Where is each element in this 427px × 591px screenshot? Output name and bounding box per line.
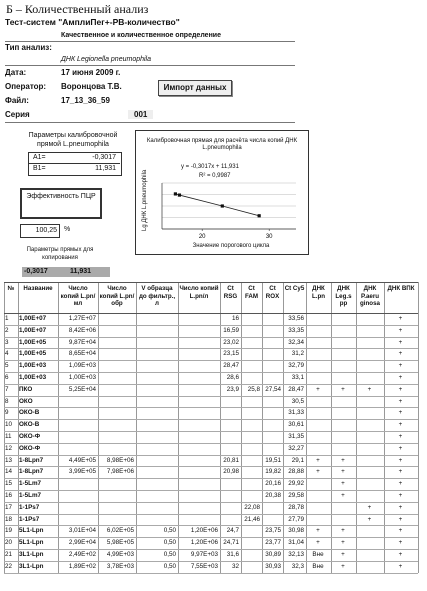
table-cell: 9,87E+04 bbox=[68, 338, 96, 346]
table-cell: + bbox=[398, 362, 403, 370]
table-cell: 23,75 bbox=[265, 527, 281, 535]
table-cell: 30,93 bbox=[265, 562, 281, 570]
table-cell: 33,56 bbox=[288, 315, 304, 322]
chart-x-tick-label: 30 bbox=[265, 234, 273, 240]
table-cell: 32,34 bbox=[288, 338, 304, 346]
table-cell: 8,42E+06 bbox=[68, 326, 96, 334]
efficiency-value: 100,25 bbox=[20, 224, 60, 238]
table-cell: 3,99E+05 bbox=[68, 468, 96, 476]
table-cell: + bbox=[398, 444, 403, 452]
operator-label: Оператор: bbox=[5, 82, 47, 91]
table-cell: 1-5Lm7 bbox=[19, 492, 42, 499]
table-cell: 28,88 bbox=[288, 468, 304, 476]
table-cell: + bbox=[398, 338, 403, 346]
table-cell: 23,9 bbox=[226, 385, 239, 393]
table-cell: 5L1-Lpn bbox=[19, 527, 44, 535]
row-number: 14 bbox=[5, 468, 13, 476]
table-header-cell: Ct FAM bbox=[244, 285, 259, 300]
file-value: 17_13_36_59 bbox=[61, 96, 110, 105]
date-value: 17 июня 2009 г. bbox=[61, 68, 121, 77]
analysis-type-label: Тип анализ: bbox=[5, 43, 52, 52]
table-cell: 3L1-Lpn bbox=[19, 562, 44, 570]
table-header-cell: Число копий L.pn/обр bbox=[99, 285, 135, 307]
calibration-chart bbox=[135, 130, 309, 255]
import-data-button[interactable]: Импорт данных bbox=[158, 80, 232, 96]
row-number: 21 bbox=[5, 551, 13, 558]
table-cell: 1,00E+03 bbox=[19, 362, 47, 370]
table-cell: + bbox=[398, 480, 403, 488]
table-cell: ОКО bbox=[19, 397, 33, 405]
table-cell: 32,27 bbox=[288, 444, 304, 452]
table-cell: + bbox=[316, 468, 320, 476]
series-value: 001 bbox=[128, 110, 153, 119]
row-number: 18 bbox=[5, 515, 13, 523]
table-cell: + bbox=[341, 385, 345, 393]
row-number: 1 bbox=[5, 315, 9, 322]
table-border-line bbox=[4, 282, 418, 283]
table-cell: 28,47 bbox=[288, 385, 304, 393]
table-header-cell: Число копий L.pn/мл bbox=[60, 285, 96, 307]
table-cell: + bbox=[316, 527, 320, 535]
table-header-cell: ДНК Leg.s pp bbox=[335, 285, 352, 307]
table-cell: 1-1Ps7 bbox=[19, 515, 40, 523]
table-cell: ОКО-Ф bbox=[19, 444, 41, 452]
table-cell: 1,20E+06 bbox=[190, 527, 218, 535]
table-cell: 5,25E+04 bbox=[68, 385, 96, 393]
table-cell: 31,33 bbox=[288, 409, 304, 417]
table-cell: 23,15 bbox=[223, 350, 239, 358]
table-row-line bbox=[4, 490, 418, 491]
sheet-title: Тест-систем "АмплиПег+-РВ-количество" bbox=[5, 17, 180, 27]
table-cell: 16,59 bbox=[223, 326, 239, 334]
table-cell: 28,47 bbox=[223, 362, 239, 370]
table-cell: + bbox=[341, 527, 345, 535]
row-number: 13 bbox=[5, 456, 13, 464]
table-cell: 8,98E+06 bbox=[106, 456, 134, 464]
table-cell: 1,27E+07 bbox=[68, 315, 96, 322]
table-cell: + bbox=[341, 456, 345, 464]
table-cell: 1,00E+05 bbox=[19, 350, 47, 358]
table-cell: 25,8 bbox=[247, 385, 260, 393]
chart-xlabel: Значение порогового цикла bbox=[192, 243, 270, 249]
operator-value: Воронцова Т.В. bbox=[61, 82, 122, 91]
table-cell: 0,50 bbox=[163, 551, 176, 558]
table-cell: 1,00E+05 bbox=[19, 338, 47, 346]
table-cell: 33,1 bbox=[291, 374, 304, 381]
table-row-line bbox=[4, 396, 418, 397]
table-cell: 28,78 bbox=[288, 503, 304, 511]
table-cell: 19,82 bbox=[265, 468, 281, 476]
table-cell: 1-8Lpn7 bbox=[19, 468, 44, 476]
table-cell: + bbox=[398, 456, 403, 464]
table-cell: 23,02 bbox=[223, 338, 239, 346]
a1-label: A1= bbox=[33, 154, 46, 161]
table-row-line bbox=[4, 502, 418, 503]
table-cell: 5,98E+05 bbox=[106, 539, 134, 547]
table-cell: 32,79 bbox=[288, 362, 304, 370]
table-cell: 0,50 bbox=[163, 527, 176, 535]
table-cell: 0,50 bbox=[163, 539, 176, 547]
table-cell: + bbox=[341, 480, 345, 488]
row-number: 4 bbox=[5, 350, 9, 358]
row-number: 10 bbox=[5, 421, 13, 429]
table-cell: Вне bbox=[312, 551, 324, 558]
percent-sign: % bbox=[64, 226, 71, 233]
row-number: 17 bbox=[5, 503, 13, 511]
series-label: Серия bbox=[5, 110, 30, 119]
table-cell: 4,99E+03 bbox=[106, 551, 134, 558]
table-cell: 16 bbox=[231, 315, 239, 322]
table-cell: + bbox=[398, 421, 403, 429]
table-cell: + bbox=[398, 527, 403, 535]
section-heading: Б – Количественный анализ bbox=[6, 2, 149, 16]
table-col-line bbox=[418, 282, 419, 573]
table-row-line bbox=[4, 573, 418, 574]
row-number: 2 bbox=[5, 326, 9, 334]
date-label: Дата: bbox=[5, 68, 27, 77]
table-cell: 2,99E+04 bbox=[68, 539, 96, 547]
table-cell: 32,3 bbox=[291, 562, 304, 570]
table-cell: + bbox=[398, 315, 403, 322]
table-cell: + bbox=[316, 456, 320, 464]
table-cell: 0,50 bbox=[163, 562, 176, 570]
row-number: 5 bbox=[5, 362, 9, 370]
table-cell: + bbox=[367, 385, 372, 393]
table-row-line bbox=[4, 478, 418, 479]
table-cell: Вне bbox=[312, 562, 324, 570]
table-cell: + bbox=[316, 539, 320, 547]
table-cell: + bbox=[398, 515, 403, 523]
table-cell: + bbox=[398, 326, 403, 334]
table-cell: 27,54 bbox=[265, 385, 281, 393]
file-label: Файл: bbox=[5, 96, 29, 105]
row-number: 15 bbox=[5, 480, 13, 488]
table-cell: 30,61 bbox=[288, 421, 304, 429]
table-header-cell: ДНК P.aeru ginosa bbox=[360, 285, 380, 307]
table-cell: + bbox=[398, 539, 403, 547]
table-cell: 4,49E+05 bbox=[68, 456, 96, 464]
chart-x-tick-label: 20 bbox=[198, 234, 206, 240]
table-header-cell: Ct RSG bbox=[223, 285, 238, 300]
table-cell: 20,16 bbox=[265, 480, 281, 488]
chart-series-line bbox=[175, 194, 259, 216]
table-cell: 28,6 bbox=[226, 374, 239, 381]
calibration-title: Параметры калибровочной прямой L.pneumophila bbox=[28, 132, 118, 148]
table-cell: 3L1-Lpn bbox=[19, 551, 44, 558]
table-cell: 8,65E+04 bbox=[68, 350, 96, 358]
table-cell: 33,35 bbox=[288, 326, 304, 334]
table-cell: 21,46 bbox=[244, 515, 260, 523]
b1-value: 11,931 bbox=[95, 165, 116, 172]
table-cell: 1,00E+03 bbox=[68, 374, 96, 381]
table-cell: 30,98 bbox=[288, 527, 304, 535]
table-cell: + bbox=[398, 385, 403, 393]
chart-data-point bbox=[221, 204, 224, 207]
row-number: 11 bbox=[5, 433, 12, 440]
table-cell: 1-8Lpn7 bbox=[19, 456, 44, 464]
table-cell: 1,00E+03 bbox=[19, 374, 47, 381]
row-number: 20 bbox=[5, 539, 13, 547]
table-header-cell: Ct Cy5 bbox=[284, 285, 305, 292]
table-cell: ОКО-В bbox=[19, 421, 40, 429]
table-cell: 24,71 bbox=[223, 539, 239, 547]
row-number: 9 bbox=[5, 409, 9, 417]
table-cell: 31,2 bbox=[291, 350, 304, 358]
row-number: 12 bbox=[5, 444, 13, 452]
table-cell: 3,01E+04 bbox=[68, 527, 96, 535]
chart-data-point bbox=[178, 193, 181, 196]
table-cell: + bbox=[341, 539, 345, 547]
table-row-line bbox=[4, 407, 418, 408]
table-cell: 19,51 bbox=[265, 456, 281, 464]
table-cell: 23,77 bbox=[265, 539, 281, 547]
table-cell: + bbox=[398, 433, 403, 440]
table-header-cell: № bbox=[7, 285, 15, 292]
table-row-line bbox=[4, 443, 418, 444]
table-cell: + bbox=[316, 385, 320, 393]
table-cell: 6,02E+05 bbox=[106, 527, 134, 535]
table-cell: + bbox=[398, 468, 403, 476]
row-number: 19 bbox=[5, 527, 13, 535]
table-cell: 20,81 bbox=[223, 456, 239, 464]
table-cell: 31,6 bbox=[226, 551, 239, 558]
table-cell: 29,58 bbox=[288, 492, 304, 499]
chart-data-point bbox=[258, 214, 261, 217]
table-header-cell: V образца до фильтр., л bbox=[138, 285, 176, 307]
table-header-cell: ДНК ВПК bbox=[387, 285, 415, 292]
table-cell: + bbox=[341, 551, 345, 558]
table-cell: 1,20E+06 bbox=[190, 539, 218, 547]
copy-a-value: -0,3017 bbox=[24, 268, 48, 275]
table-cell: ОКО-Ф bbox=[19, 433, 41, 440]
table-cell: ПКО bbox=[19, 385, 33, 393]
table-cell: + bbox=[341, 492, 345, 499]
table-cell: 30,89 bbox=[265, 551, 281, 558]
chart-plot bbox=[136, 131, 308, 254]
table-cell: 29,1 bbox=[291, 456, 304, 464]
copy-params-label: Параметры прямых для копирования bbox=[26, 247, 94, 261]
table-cell: 1,00E+07 bbox=[19, 315, 47, 322]
table-cell: 20,38 bbox=[265, 492, 281, 499]
efficiency-label: Эффективность ПЦР bbox=[20, 188, 102, 219]
table-cell: 20,98 bbox=[223, 468, 239, 476]
analysis-type-value: ДНК Legionella pneumophila bbox=[61, 56, 152, 63]
table-cell: 3,78E+03 bbox=[106, 562, 134, 570]
table-cell: 31,35 bbox=[288, 433, 304, 440]
table-cell: + bbox=[398, 551, 403, 558]
table-cell: 1,00E+07 bbox=[19, 326, 47, 334]
table-cell: ОКО-В bbox=[19, 409, 40, 417]
row-number: 8 bbox=[5, 397, 9, 405]
row-number: 7 bbox=[5, 385, 9, 393]
table-cell: + bbox=[398, 492, 403, 499]
table-cell: + bbox=[398, 350, 403, 358]
table-row-line bbox=[4, 514, 418, 515]
table-cell: + bbox=[341, 468, 345, 476]
chart-data-point bbox=[174, 192, 177, 195]
row-number: 6 bbox=[5, 374, 9, 381]
row-number: 3 bbox=[5, 338, 9, 346]
a1-value: -0,3017 bbox=[92, 154, 116, 161]
table-cell: + bbox=[398, 409, 403, 417]
table-header-cell: ДНК L.pn bbox=[311, 285, 326, 300]
table-cell: + bbox=[341, 562, 345, 570]
sheet-subtitle: Качественное и количественное определение bbox=[61, 32, 221, 39]
table-cell: 5L1-Lpn bbox=[19, 539, 44, 547]
table-cell: + bbox=[398, 397, 403, 405]
chart-r2: R² = 0,9987 bbox=[199, 173, 231, 179]
table-cell: 32 bbox=[231, 562, 239, 570]
table-cell: 9,97E+03 bbox=[190, 551, 218, 558]
chart-ylabel: Lg ДНК L.pneumophila bbox=[142, 169, 148, 231]
table-cell: 31,04 bbox=[288, 539, 304, 547]
table-cell: + bbox=[398, 374, 403, 381]
table-cell: + bbox=[367, 503, 372, 511]
table-cell: + bbox=[398, 503, 403, 511]
copy-b-value: 11,931 bbox=[70, 268, 92, 275]
chart-equation: y = -0,3017x + 11,931 bbox=[181, 164, 239, 170]
table-cell: 1,09E+03 bbox=[68, 362, 96, 370]
table-cell: + bbox=[367, 515, 372, 523]
table-cell: 22,08 bbox=[244, 503, 260, 511]
table-cell: 24,7 bbox=[226, 527, 239, 535]
table-cell: 7,55E+03 bbox=[190, 562, 218, 570]
table-cell: 1,89E+02 bbox=[68, 562, 96, 570]
table-header-cell: Ct ROX bbox=[265, 285, 280, 300]
table-cell: 1-1Ps7 bbox=[19, 503, 40, 511]
table-cell: + bbox=[398, 562, 403, 570]
table-cell: 29,92 bbox=[288, 480, 304, 488]
table-cell: 27,79 bbox=[288, 515, 304, 523]
table-cell: 30,5 bbox=[291, 397, 304, 405]
chart-title: Калибровочная прямая для расчёта числа копий ДНК L.pneumophila bbox=[146, 138, 298, 151]
row-number: 16 bbox=[5, 492, 13, 499]
table-cell: 1-5Lm7 bbox=[19, 480, 42, 488]
table-header-cell: Число копий L.pn/л bbox=[179, 285, 219, 300]
table-row-line bbox=[4, 419, 418, 420]
table-cell: 32,13 bbox=[288, 551, 304, 558]
table-cell: 7,98E+06 bbox=[106, 468, 134, 476]
table-cell: 2,49E+02 bbox=[68, 551, 96, 558]
b1-label: B1= bbox=[33, 165, 46, 172]
table-header-cell: Название bbox=[23, 285, 53, 292]
row-number: 22 bbox=[5, 562, 13, 570]
table-row-line bbox=[4, 431, 418, 432]
